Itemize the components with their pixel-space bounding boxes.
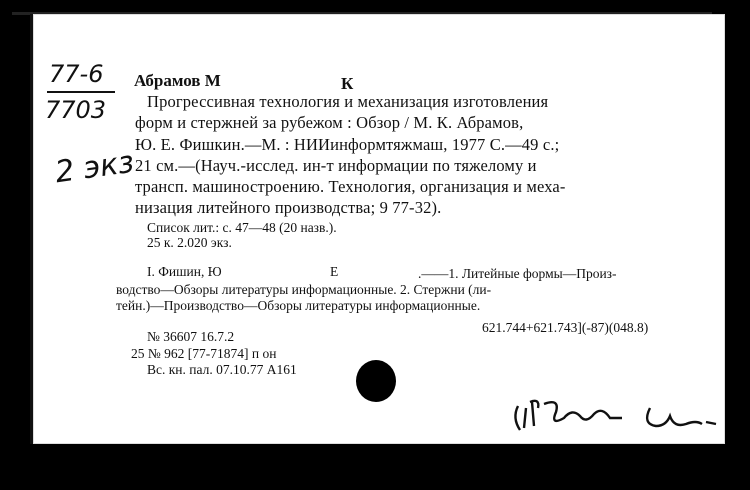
shelf-mark-divider [47, 91, 115, 93]
price-note: 25 к. 2.020 экз. [147, 235, 232, 250]
shelf-mark-bottom: 7703 [45, 96, 107, 124]
description-line-3: Ю. Е. Фишкин.—М. : НИИинформтяжмаш, 1977 С.—49 с.; [135, 135, 560, 154]
author-heading: Абрамов М [134, 71, 221, 90]
signed-date: Вс. кн. пал. 07.10.77 А161 [147, 362, 297, 377]
tracing-line-1-end: .——1. Литейные формы—Произ- [418, 266, 617, 281]
order-number: 25 № 962 [77-71874] п он [131, 346, 277, 361]
tracing-line-3: тейн.)—Производство—Обзоры литературы информационные. [116, 298, 481, 313]
tracing-line-1-start: I. Фишин, Ю [147, 264, 222, 279]
copies-note: 2 экз [52, 144, 137, 191]
card-bottom-edge [0, 444, 750, 490]
punch-hole [356, 360, 396, 402]
bibliography-note: Список лит.: с. 47—48 (20 назв.). [147, 220, 337, 235]
author-initial: К [341, 74, 354, 93]
tracing-line-1-mid: Е [330, 264, 339, 279]
description-line-1: Прогрессивная технология и механизация изготовления [147, 92, 549, 111]
description-line-6: низация литейного производства; 9 77-32). [135, 198, 442, 217]
card-left-edge [30, 14, 33, 446]
udc-index: 621.744+621.743](-87)(048.8) [482, 320, 649, 335]
shelf-mark-top: 77-6 [49, 60, 104, 88]
handwritten-signature [510, 378, 720, 448]
registration-number: № 36607 16.7.2 [147, 329, 235, 344]
tracing-line-2: водство—Обзоры литературы информационные. 2. Стержни (ли- [116, 282, 492, 297]
description-line-2: форм и стержней за рубежом : Обзор / М. К. Абрамов, [135, 113, 524, 132]
description-line-5: трансп. машиностроению. Технология, организация и меха- [135, 177, 566, 196]
description-line-4: 21 см.—(Науч.-исслед. ин-т информации по тяжелому и [135, 156, 537, 175]
